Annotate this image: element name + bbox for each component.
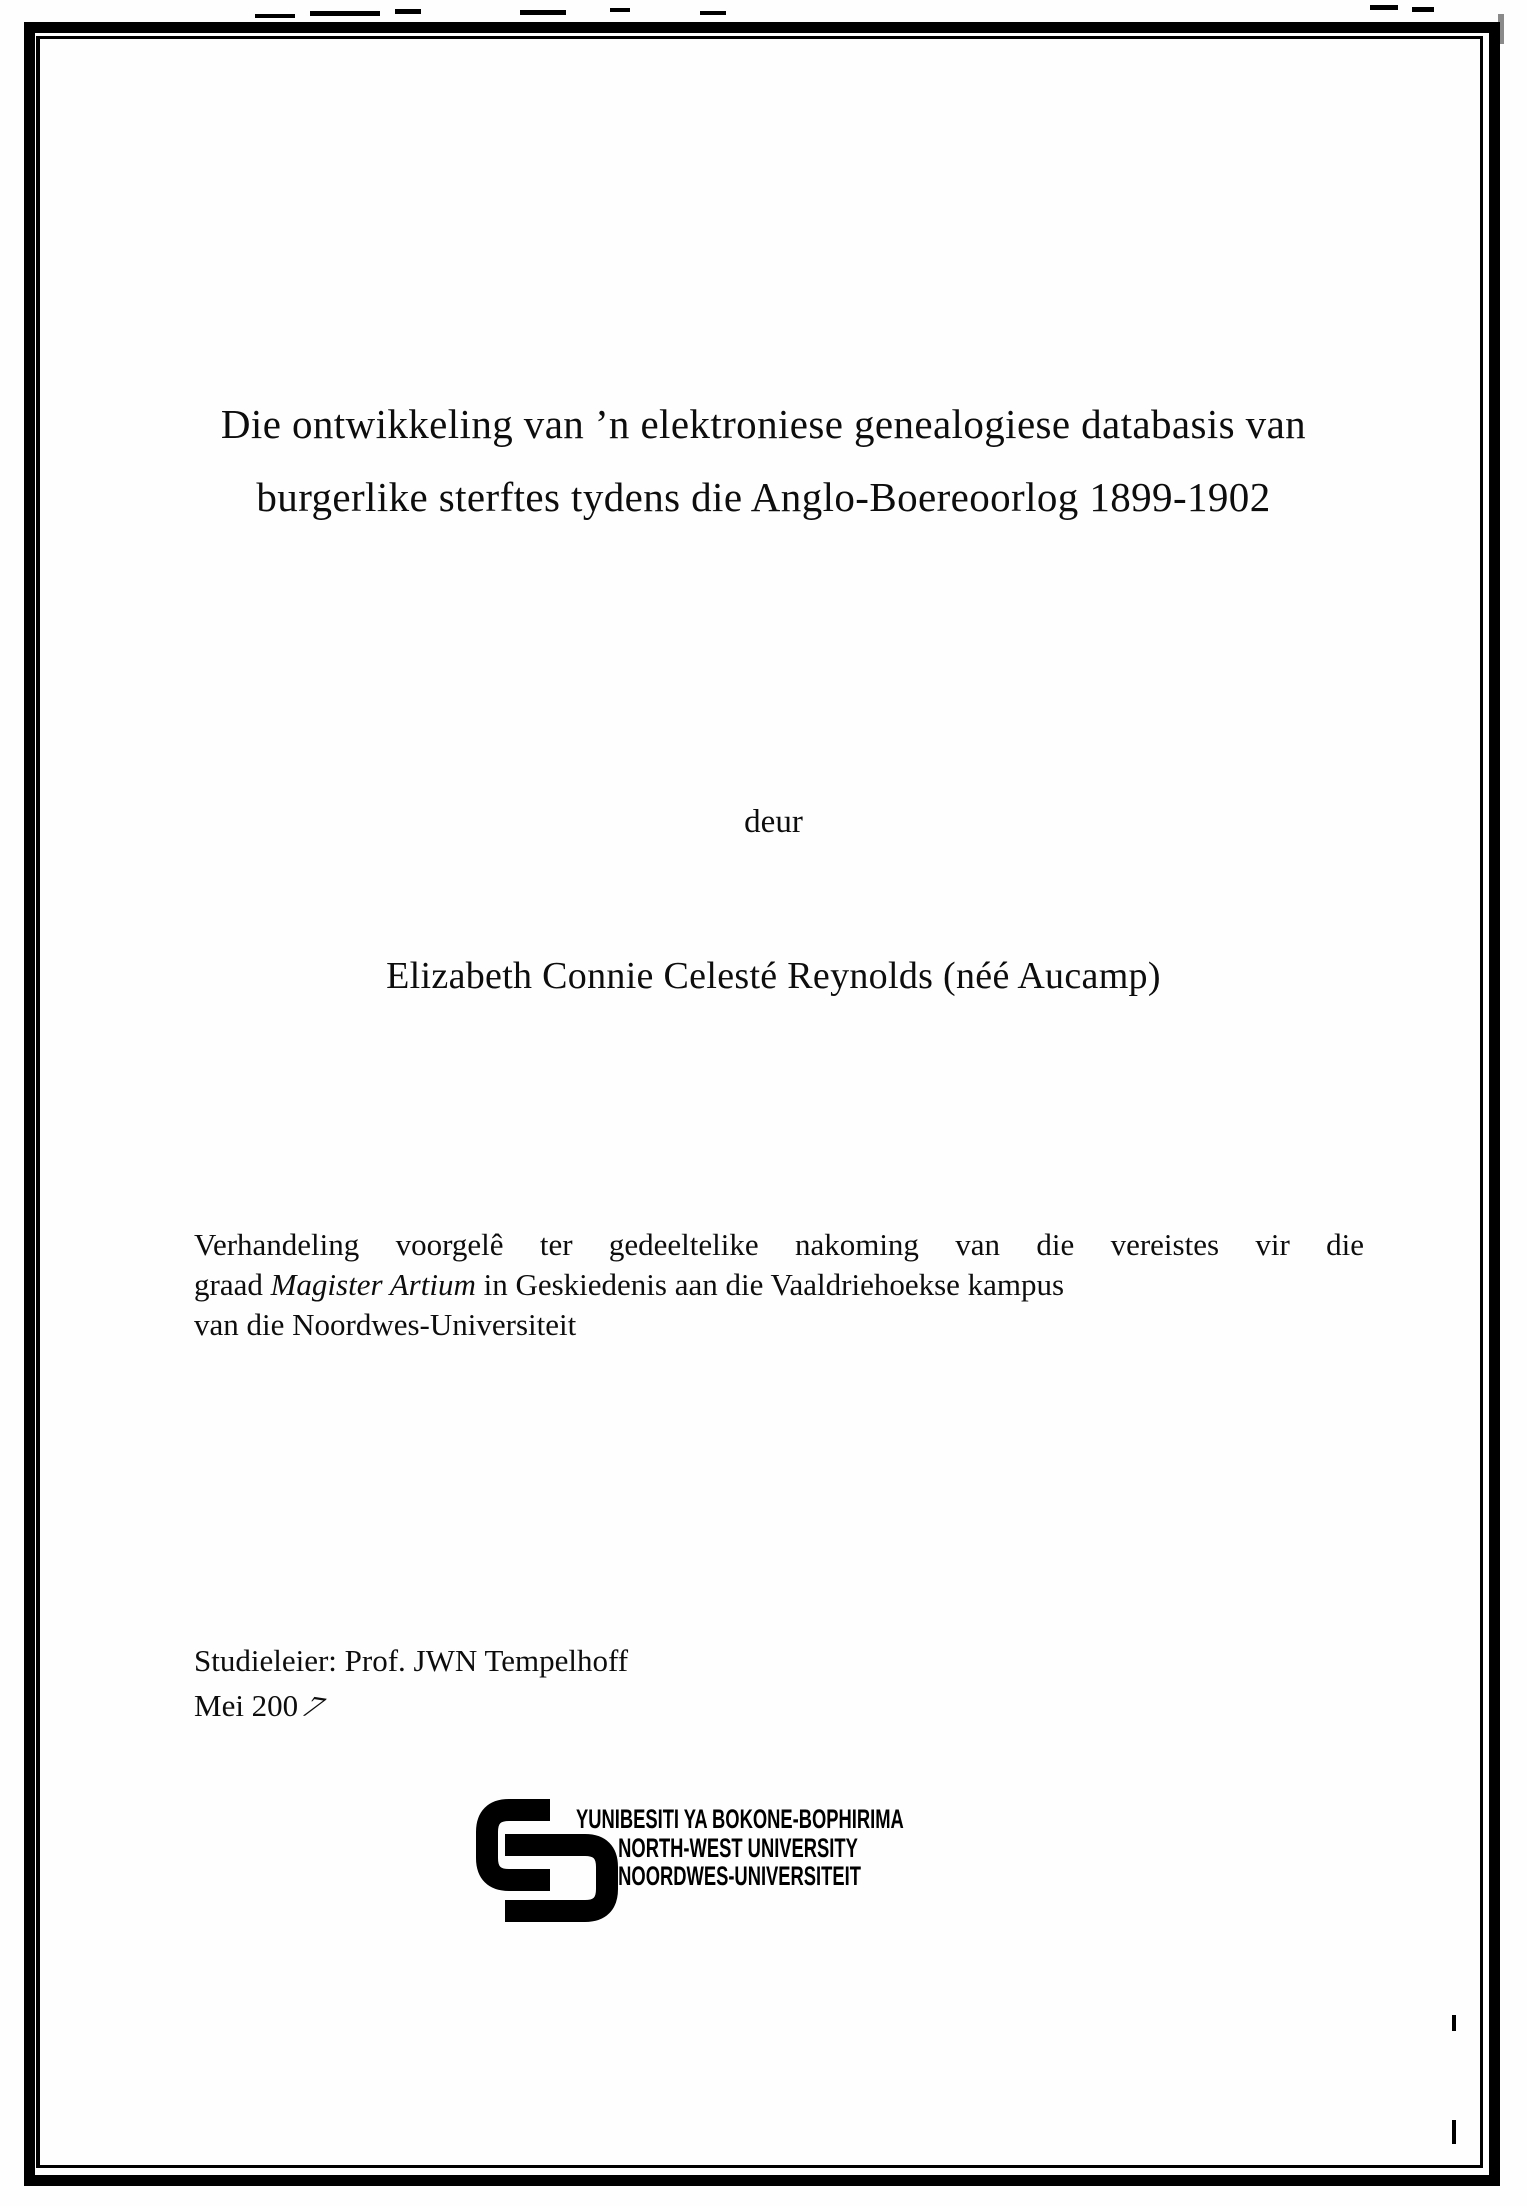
degree-statement-line2-prefix: graad	[194, 1267, 271, 1302]
date-line	[194, 1683, 1094, 1728]
north-west-university-wordmark	[576, 1805, 904, 1891]
logo-line-english: NORTH-WEST UNIVERSITY	[618, 1832, 858, 1863]
scan-artifact	[1370, 5, 1398, 10]
scan-artifact	[395, 9, 421, 14]
byline: deur	[744, 804, 803, 840]
scan-artifact	[255, 14, 295, 18]
degree-statement-line1: Verhandeling voorgelê ter gedeeltelike nakoming van die vereistes vir die	[194, 1227, 1364, 1262]
scan-artifact	[610, 8, 630, 12]
scan-artifact	[520, 10, 566, 15]
logo-line-setswana: YUNIBESITI YA BOKONE-BOPHIRIMA	[576, 1804, 904, 1834]
degree-name-italic: Magister Artium	[270, 1267, 476, 1302]
date-prefix: Mei 200	[194, 1688, 299, 1723]
scan-artifact	[1412, 7, 1434, 12]
scan-artifact	[310, 11, 380, 16]
supervisor-line: Studieleier: Prof. JWN Tempelhoff	[194, 1643, 629, 1678]
thesis-title-line1: Die ontwikkeling van ’n elektroniese genealogiese databasis van	[220, 401, 1307, 447]
degree-statement-line2-suffix: in Geskiedenis aan die Vaaldriehoekse kampus	[475, 1267, 1065, 1302]
degree-statement	[194, 1225, 1364, 1345]
degree-statement-line3: van die Noordwes-Universiteit	[194, 1307, 577, 1342]
date-last-digit: 7	[295, 1689, 333, 1724]
thesis-title-line2: burgerlike sterftes tydens die Anglo-Boereoorlog 1899-1902	[256, 474, 1271, 520]
supervisor-block	[194, 1638, 1094, 1728]
scan-artifact	[700, 11, 726, 15]
degree-statement-line2	[194, 1265, 1364, 1305]
author-name: Elizabeth Connie Celesté Reynolds (néé Aucamp)	[386, 955, 1161, 997]
logo-line-afrikaans: NOORDWES-UNIVERSITEIT	[618, 1861, 861, 1891]
thesis-title	[40, 388, 1487, 534]
